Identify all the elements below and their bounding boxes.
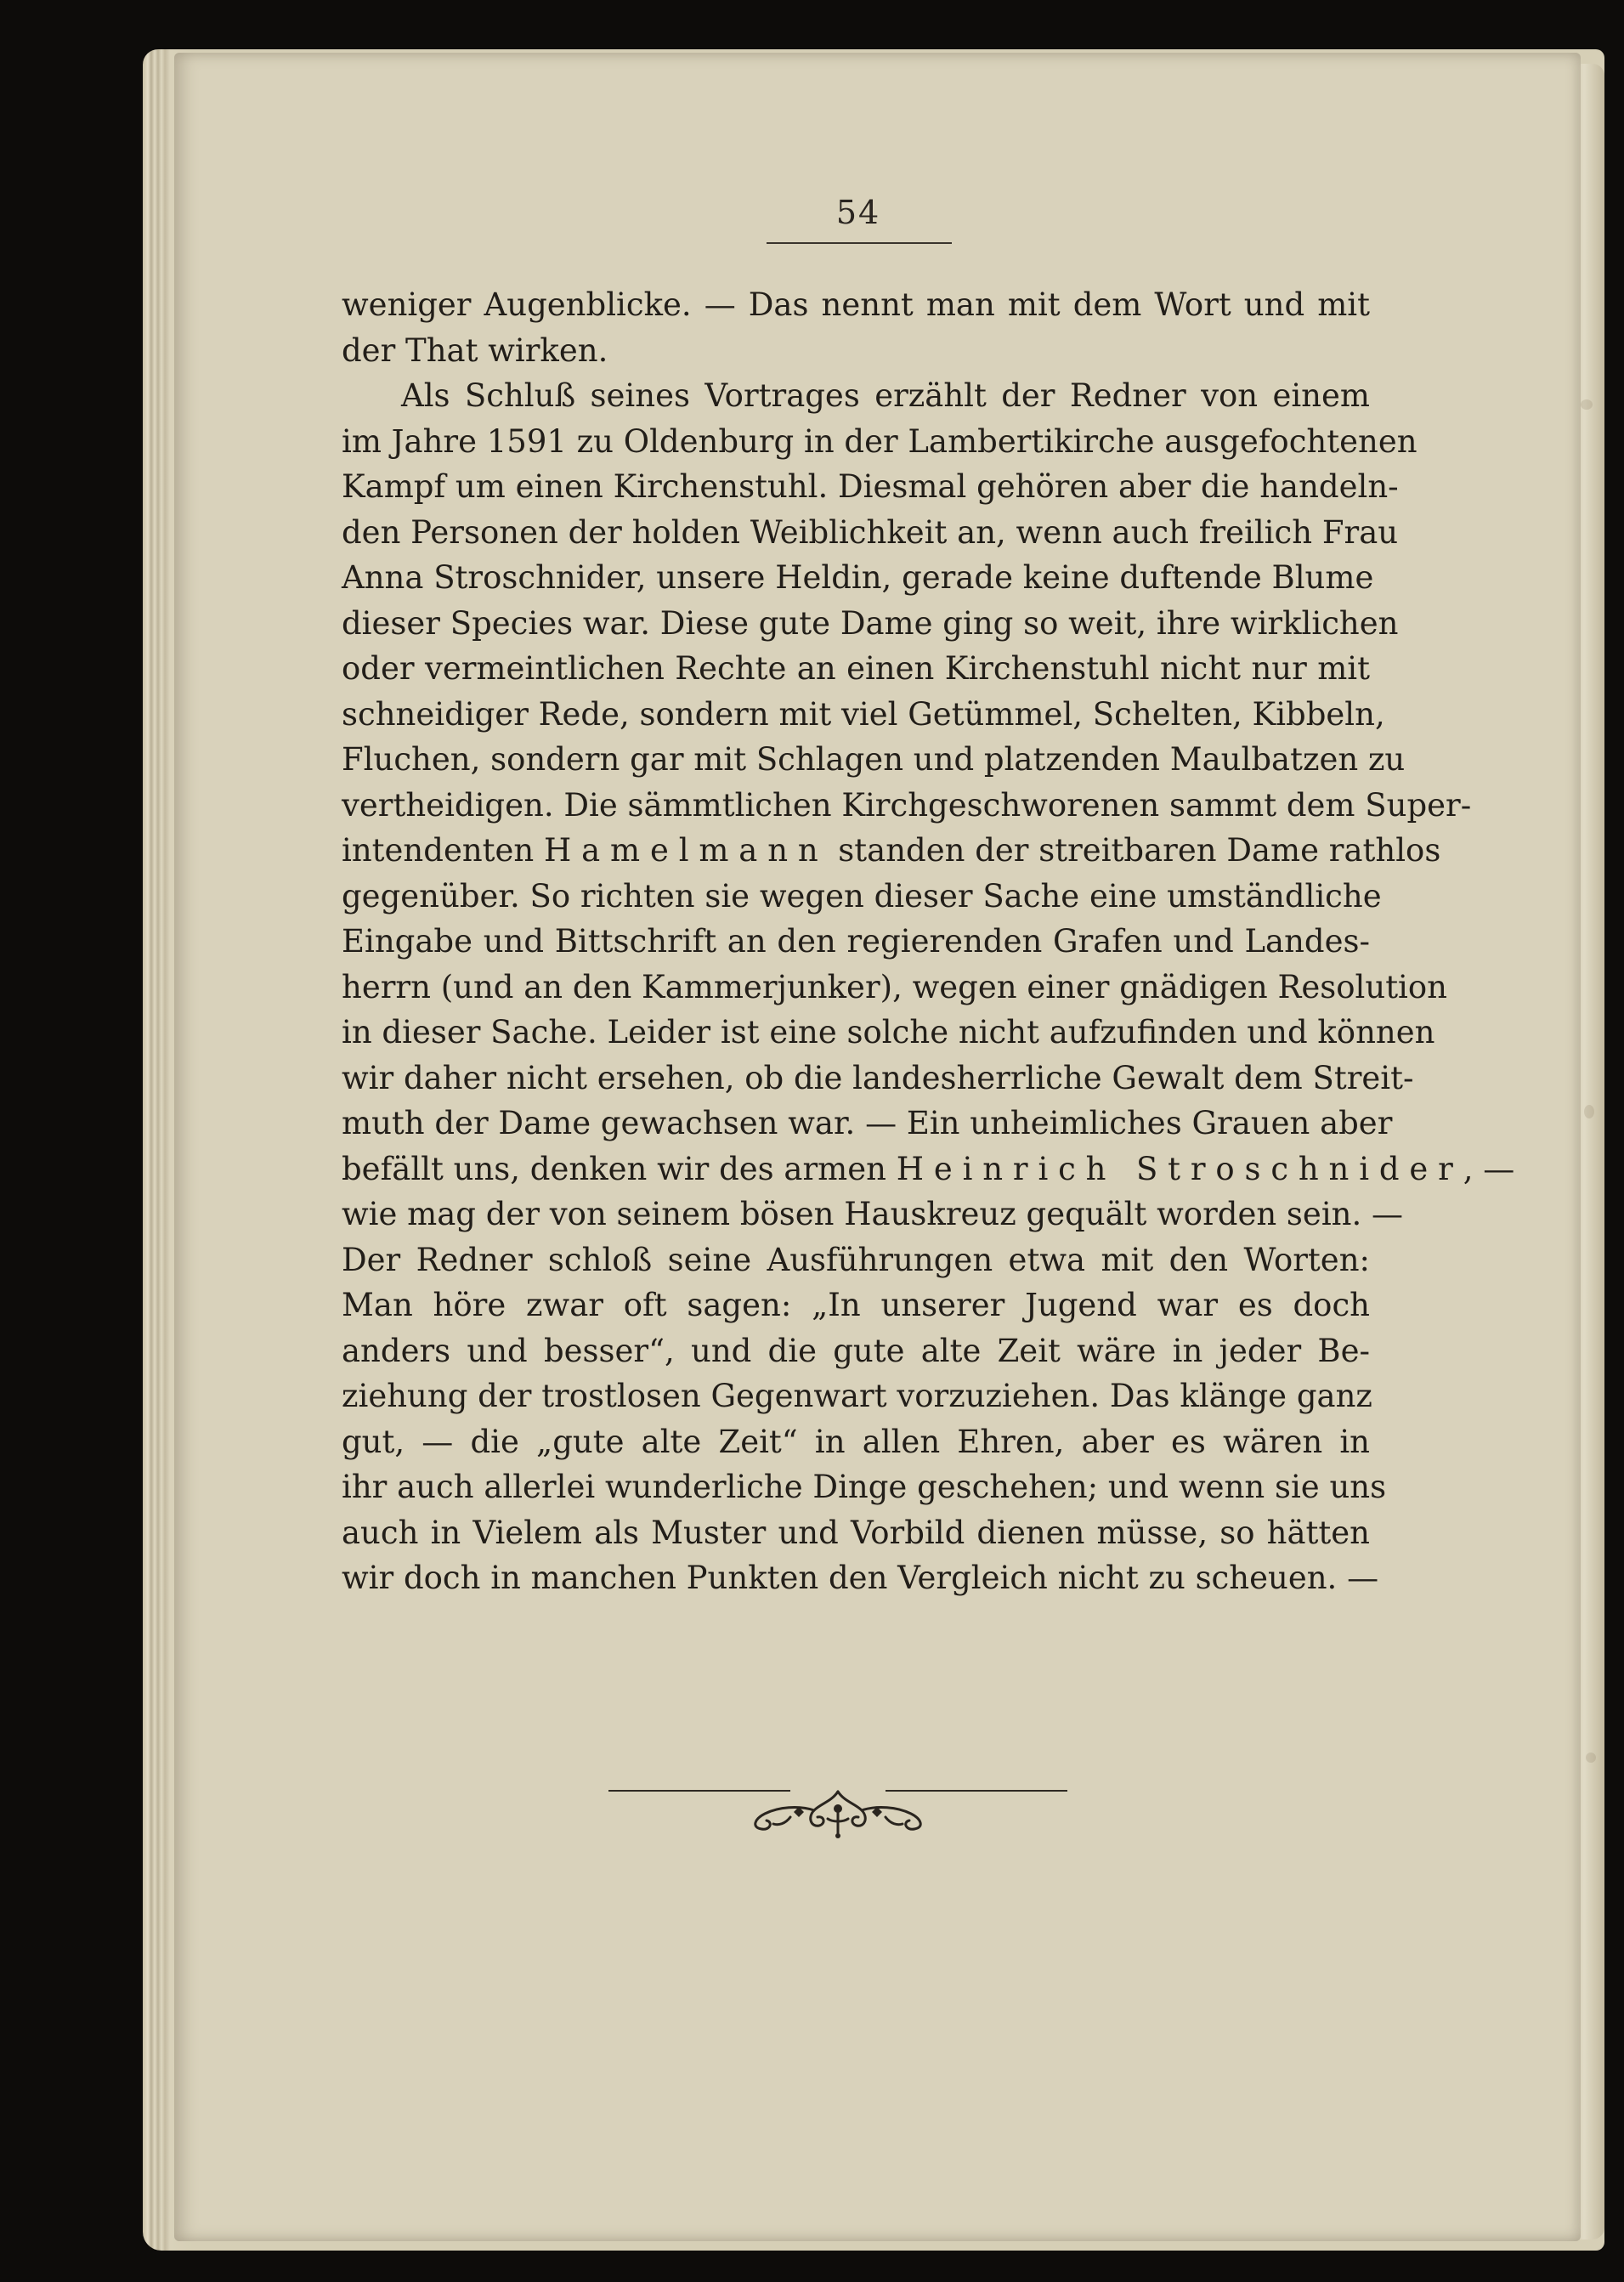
- page-number: 54: [835, 194, 881, 231]
- paper-spot: [1584, 1105, 1594, 1118]
- text-line: muth der Dame gewachsen war. — Ein unheimliches Grauen aber: [342, 1105, 1393, 1141]
- spaced-name: Hamelmann: [544, 832, 829, 869]
- paper-spot: [1586, 1753, 1596, 1763]
- spaced-name: Heinrich Stroschnider: [896, 1150, 1463, 1187]
- text-line: wir doch in manchen Punkten den Vergleich nicht zu scheuen. —: [342, 1560, 1379, 1596]
- text-line: auch in Vielem als Muster und Vorbild dienen müsse, so hätten: [342, 1514, 1370, 1551]
- page-number-rule: [767, 242, 952, 244]
- scroll-vignette-icon: [739, 1785, 936, 1841]
- text-line: Fluchen, sondern gar mit Schlagen und platzenden Maulbatzen zu: [342, 741, 1406, 778]
- text-line: in dieser Sache. Leider ist eine solche nicht aufzufinden und können: [342, 1014, 1435, 1050]
- text-line: ziehung der trostlosen Gegenwart vorzuziehen. Das klänge ganz: [342, 1378, 1372, 1414]
- text-line: gut, — die „gute alte Zeit“ in allen Ehren, aber es wären in: [342, 1423, 1370, 1460]
- text-line: intendenten Hamelmann standen der streitbaren Dame rathlos: [342, 832, 1441, 869]
- paper-spot: [1581, 399, 1593, 410]
- text-line: wir daher nicht ersehen, ob die landesherrliche Gewalt dem Streit-: [342, 1059, 1414, 1096]
- text-line: schneidiger Rede, sondern mit viel Getümmel, Schelten, Kibbeln,: [342, 695, 1385, 733]
- text-line: gegenüber. So richten sie wegen dieser Sache eine umständliche: [342, 877, 1382, 914]
- text-line: herrn (und an den Kammerjunker), wegen einer gnädigen Resolution: [342, 968, 1447, 1005]
- text-line: dieser Species war. Diese gute Dame ging so weit, ihre wirklichen: [342, 604, 1399, 642]
- text-line: ihr auch allerlei wunderliche Dinge geschehen; und wenn sie uns: [342, 1469, 1387, 1505]
- text-line: den Personen der holden Weiblichkeit an, wenn auch freilich Frau: [342, 513, 1399, 551]
- text-line: Kampf um einen Kirchenstuhl. Diesmal gehören aber die handeln-: [342, 468, 1399, 505]
- text-line: im Jahre 1591 zu Oldenburg in der Lambertikirche ausgefochtenen: [342, 422, 1417, 460]
- text-line: Anna Stroschnider, unsere Heldin, gerade keine duftende Blume: [342, 559, 1374, 596]
- text-line: befällt uns, denken wir des armen Heinrich Stroschnider: [342, 1150, 1463, 1187]
- text-line: Man höre zwar oft sagen: „In unserer Jugend war es doch: [342, 1287, 1370, 1323]
- text-line: oder vermeintlichen Rechte an einen Kirchenstuhl nicht nur mit: [342, 650, 1370, 687]
- text-line: wie mag der von seinem bösen Hauskreuz gequält worden sein. —: [342, 1196, 1404, 1232]
- text-line: Der Redner schloß seine Ausführungen etwa mit den Worten:: [342, 1241, 1370, 1278]
- text-line: vertheidigen. Die sämmtlichen Kirchgeschworenen sammt dem Super-: [342, 786, 1472, 824]
- text-line: weniger Augenblicke. — Das nennt man mit dem Wort und mit: [342, 286, 1370, 323]
- text-line: Als Schluß seines Vortrages erzählt der Redner von einem: [401, 377, 1370, 414]
- text-line: der That wirken.: [342, 331, 608, 369]
- text-line: Eingabe und Bittschrift an den regierenden Grafen und Landes-: [342, 923, 1370, 960]
- text-line: anders und besser“, und die gute alte Zeit wäre in jeder Be-: [342, 1332, 1370, 1369]
- body-text: [342, 282, 1472, 1601]
